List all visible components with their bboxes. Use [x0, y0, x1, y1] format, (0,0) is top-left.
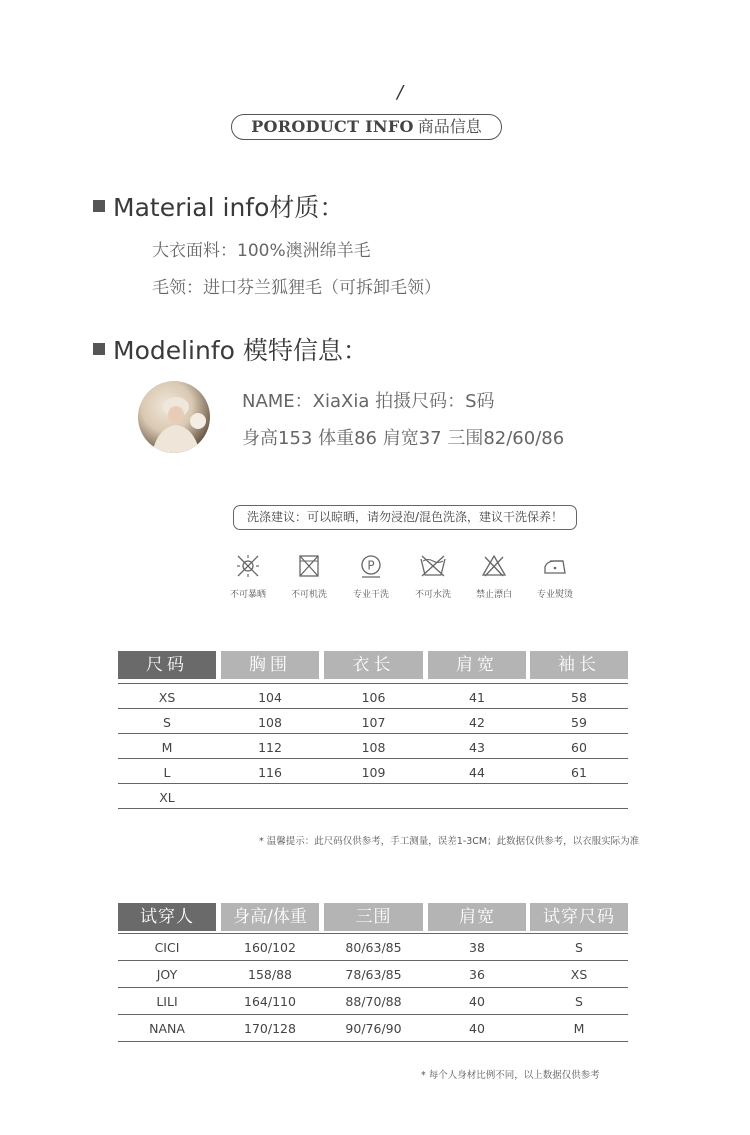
no-machine-wash-icon: [296, 553, 322, 579]
size-cell: 43: [469, 740, 485, 755]
product-info-title: [231, 114, 502, 140]
model-measure-line: 身高153 体重86 肩宽37 三围82/60/86: [242, 428, 565, 449]
size-table: [118, 651, 628, 809]
fit-cell: JOY: [156, 967, 178, 982]
material-line: 大衣面料：100%澳洲绵羊毛: [152, 241, 371, 261]
size-cell: S: [163, 715, 171, 730]
size-cell: 108: [361, 740, 386, 755]
care-label: 专业熨烫: [536, 590, 573, 600]
fit-header-cell: 试穿尺码: [530, 903, 628, 931]
size-cell: 116: [258, 765, 282, 780]
fit-cell: XS: [570, 967, 588, 982]
size-cell: [324, 784, 423, 809]
fit-cell: 80/63/85: [345, 940, 402, 955]
care-item: [341, 553, 401, 600]
material-line: 毛领：进口芬兰狐狸毛（可拆卸毛领）: [152, 278, 441, 298]
material-heading-text: Material info材质：: [113, 193, 345, 222]
fit-cell: CICI: [154, 940, 180, 955]
model-heading: [93, 331, 368, 367]
table-row: [118, 1015, 628, 1042]
care-label: 不可水洗: [414, 590, 451, 600]
fit-table-note: * 每个人身材比例不同，以上数据仅供参考: [421, 1070, 600, 1081]
care-item: [218, 553, 278, 600]
fit-cell: M: [573, 1021, 585, 1036]
care-label: 禁止漂白: [475, 590, 512, 600]
size-header-cell: 肩宽: [428, 651, 526, 679]
size-cell: 106: [361, 690, 386, 705]
size-table-note: * 温馨提示：此尺码仅供参考，手工测量，误差1-3CM；此数据仅供参考，以衣服实际为准: [259, 836, 640, 847]
fit-cell: S: [575, 940, 583, 955]
size-cell: 58: [571, 690, 587, 705]
care-item: [464, 553, 524, 600]
size-cell: 109: [361, 765, 386, 780]
care-item: [279, 553, 339, 600]
table-row: [118, 759, 628, 784]
size-cell: 108: [258, 715, 282, 730]
table-row: [118, 934, 628, 961]
table-row: [118, 709, 628, 734]
fit-header-cell: 肩宽: [428, 903, 526, 931]
professional-dry-clean-icon: [358, 553, 384, 579]
fit-cell: S: [575, 994, 583, 1009]
size-cell: 104: [258, 690, 282, 705]
model-avatar: [138, 381, 210, 453]
fit-header-cell: 三围: [324, 903, 423, 931]
product-info-title-cn: 商品信息: [417, 117, 482, 136]
size-header-cell: 胸围: [221, 651, 319, 679]
fit-cell: 40: [469, 994, 485, 1009]
table-row: [118, 961, 628, 988]
size-cell: 60: [571, 740, 587, 755]
decorative-slash: /: [397, 82, 404, 103]
professional-iron-icon: [541, 553, 569, 579]
material-heading: [93, 188, 344, 224]
size-cell: 44: [469, 765, 485, 780]
fit-cell: LILI: [156, 994, 178, 1009]
size-cell: 107: [361, 715, 386, 730]
size-cell: XL: [159, 790, 175, 805]
product-info-title-en: PORODUCT INFO: [251, 117, 414, 136]
fit-cell: 160/102: [244, 940, 296, 955]
care-label: 专业干洗: [352, 590, 389, 600]
fit-table-header: [118, 903, 628, 931]
model-heading-text: Modelinfo 模特信息：: [113, 336, 368, 365]
fit-header-cell: 试穿人: [118, 903, 216, 931]
fit-cell: 88/70/88: [345, 994, 402, 1009]
size-cell: L: [163, 765, 171, 780]
fit-cell: 36: [469, 967, 485, 982]
no-water-wash-icon: [419, 553, 447, 579]
size-cell: M: [161, 740, 173, 755]
fit-cell: 170/128: [244, 1021, 296, 1036]
fit-cell: NANA: [149, 1021, 185, 1036]
size-cell: 59: [571, 715, 587, 730]
fit-cell: 38: [469, 940, 485, 955]
size-cell: [530, 784, 628, 809]
care-label: 不可机洗: [290, 590, 327, 600]
fit-table: [118, 903, 628, 1042]
size-cell: 42: [469, 715, 485, 730]
fit-cell: 78/63/85: [345, 967, 402, 982]
fit-cell: 40: [469, 1021, 485, 1036]
fit-header-cell: 身高/体重: [221, 903, 319, 931]
care-label: 不可暴晒: [229, 590, 266, 600]
svg-text:P: P: [367, 558, 375, 573]
bullet-square-icon: [93, 343, 105, 355]
care-item: [403, 553, 463, 600]
size-cell: 112: [258, 740, 282, 755]
fit-cell: 164/110: [244, 994, 296, 1009]
size-header-cell: 袖长: [530, 651, 628, 679]
table-row: [118, 734, 628, 759]
size-cell: [428, 784, 526, 809]
size-cell: [221, 784, 319, 809]
fit-cell: 90/76/90: [345, 1021, 402, 1036]
size-cell: XS: [158, 690, 176, 705]
size-cell: 41: [469, 690, 485, 705]
model-name-line: NAME：XiaXia 拍摄尺码：S码: [242, 391, 495, 412]
size-table-header: [118, 651, 628, 679]
size-cell: 61: [571, 765, 587, 780]
table-row: [118, 988, 628, 1015]
table-row: [118, 784, 628, 809]
wash-advice-badge: 洗涤建议：可以晾晒，请勿浸泡/混色洗涤，建议干洗保养！: [233, 505, 577, 530]
size-header-cell: 尺码: [118, 651, 216, 679]
no-bleach-icon: [481, 553, 507, 579]
no-sun-dry-icon: [235, 553, 261, 579]
care-item: [525, 553, 585, 600]
bullet-square-icon: [93, 200, 105, 212]
table-row: [118, 684, 628, 709]
size-header-cell: 衣长: [324, 651, 423, 679]
fit-cell: 158/88: [248, 967, 292, 982]
